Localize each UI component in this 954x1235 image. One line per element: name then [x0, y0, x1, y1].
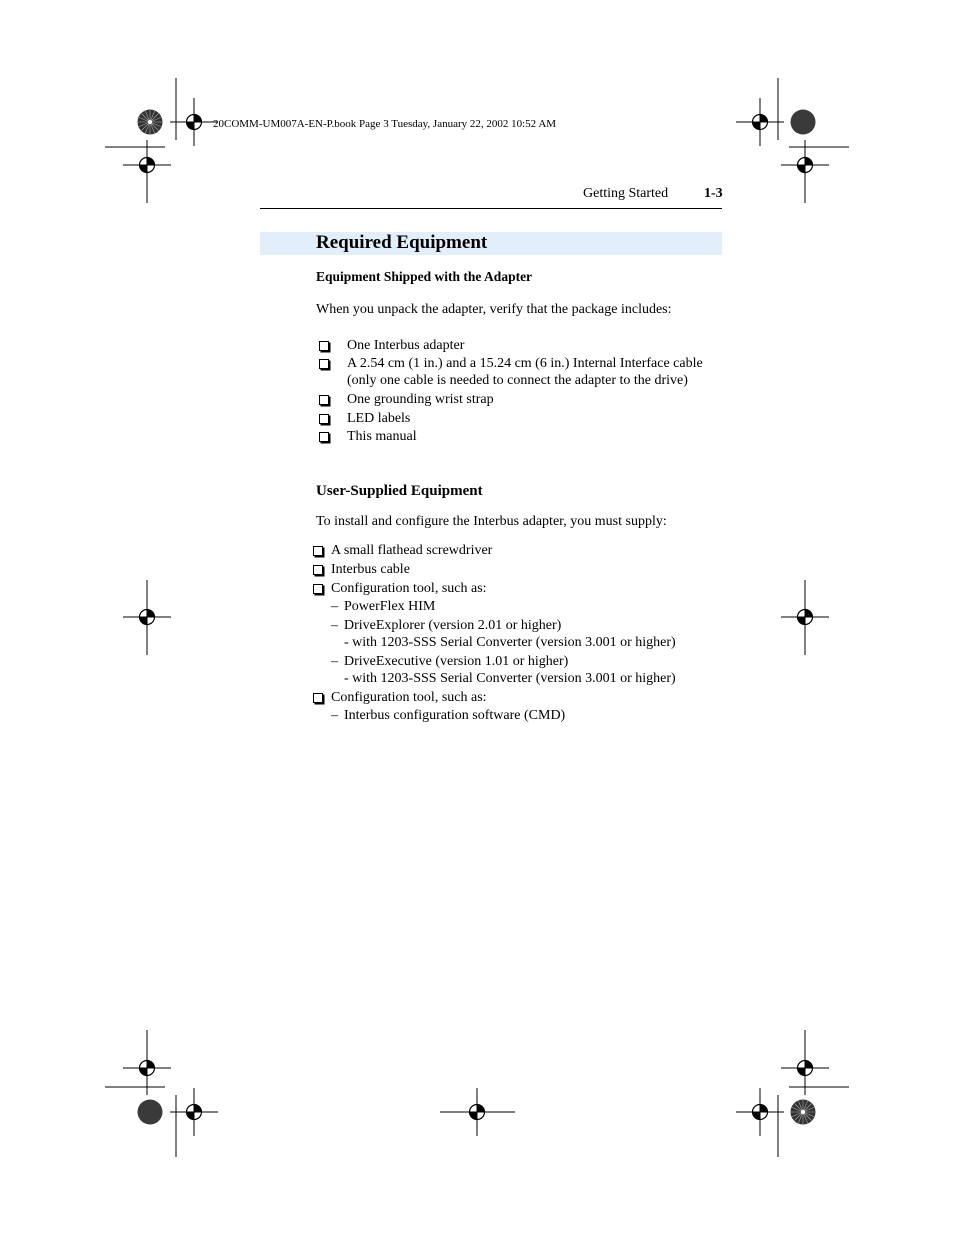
star-target-bottom-left [138, 1100, 163, 1125]
page-number: 1-3 [704, 186, 723, 201]
list-item: One grounding wrist strap [347, 392, 494, 407]
sub-item: PowerFlex HIM [344, 599, 436, 614]
sub-item: DriveExplorer (version 2.01 or higher) [344, 618, 562, 633]
registration-mark [170, 98, 218, 146]
sub-item: Interbus configuration software (CMD) [344, 708, 566, 723]
list-item: A 2.54 cm (1 in.) and a 15.24 cm (6 in.) Internal Interface cable [347, 356, 703, 371]
star-target-top-right [791, 110, 816, 135]
list-item: This manual [347, 429, 417, 444]
star-target-top-left [138, 110, 163, 135]
header-rule [260, 208, 722, 209]
checkbox-icon [319, 341, 329, 351]
list-item: One Interbus adapter [347, 338, 465, 353]
section-title: Required Equipment [316, 232, 488, 253]
supplied-intro: To install and configure the Interbus adapter, you must supply: [316, 514, 667, 529]
print-slug: 20COMM-UM007A-EN-P.book Page 3 Tuesday, January 22, 2002 10:52 AM [213, 118, 557, 130]
list-item: Configuration tool, such as: [331, 581, 487, 596]
checkbox-icon [319, 432, 329, 442]
star-target-bottom-right [791, 1100, 816, 1125]
shipped-intro: When you unpack the adapter, verify that the package includes: [316, 302, 672, 317]
shipped-heading: Equipment Shipped with the Adapter [316, 269, 533, 284]
checkbox-icon [313, 584, 323, 594]
dash-bullet: – [331, 618, 338, 633]
list-item: Interbus cable [331, 562, 410, 577]
list-item: A small flathead screwdriver [331, 543, 493, 558]
checkbox-icon [319, 414, 329, 424]
sub-item-continuation: - with 1203-SSS Serial Converter (version 3.001 or higher) [344, 635, 676, 650]
dash-bullet: – [331, 654, 338, 669]
checkbox-icon [319, 395, 329, 405]
checkbox-icon [313, 693, 323, 703]
checkbox-icon [313, 546, 323, 556]
checkbox-icon [313, 565, 323, 575]
registration-mark [736, 98, 784, 146]
registration-mark [736, 1088, 784, 1136]
dash-bullet: – [331, 599, 338, 614]
list-item-continuation: (only one cable is needed to connect the adapter to the drive) [347, 373, 688, 388]
list-item: LED labels [347, 411, 411, 426]
registration-mark [170, 1088, 218, 1136]
checkbox-icon [319, 359, 329, 369]
sub-item: DriveExecutive (version 1.01 or higher) [344, 654, 569, 669]
sub-item-continuation: - with 1203-SSS Serial Converter (version 3.001 or higher) [344, 671, 676, 686]
running-header-title: Getting Started [583, 186, 669, 201]
dash-bullet: – [331, 708, 338, 723]
list-item: Configuration tool, such as: [331, 690, 487, 705]
supplied-heading: User-Supplied Equipment [316, 483, 483, 499]
